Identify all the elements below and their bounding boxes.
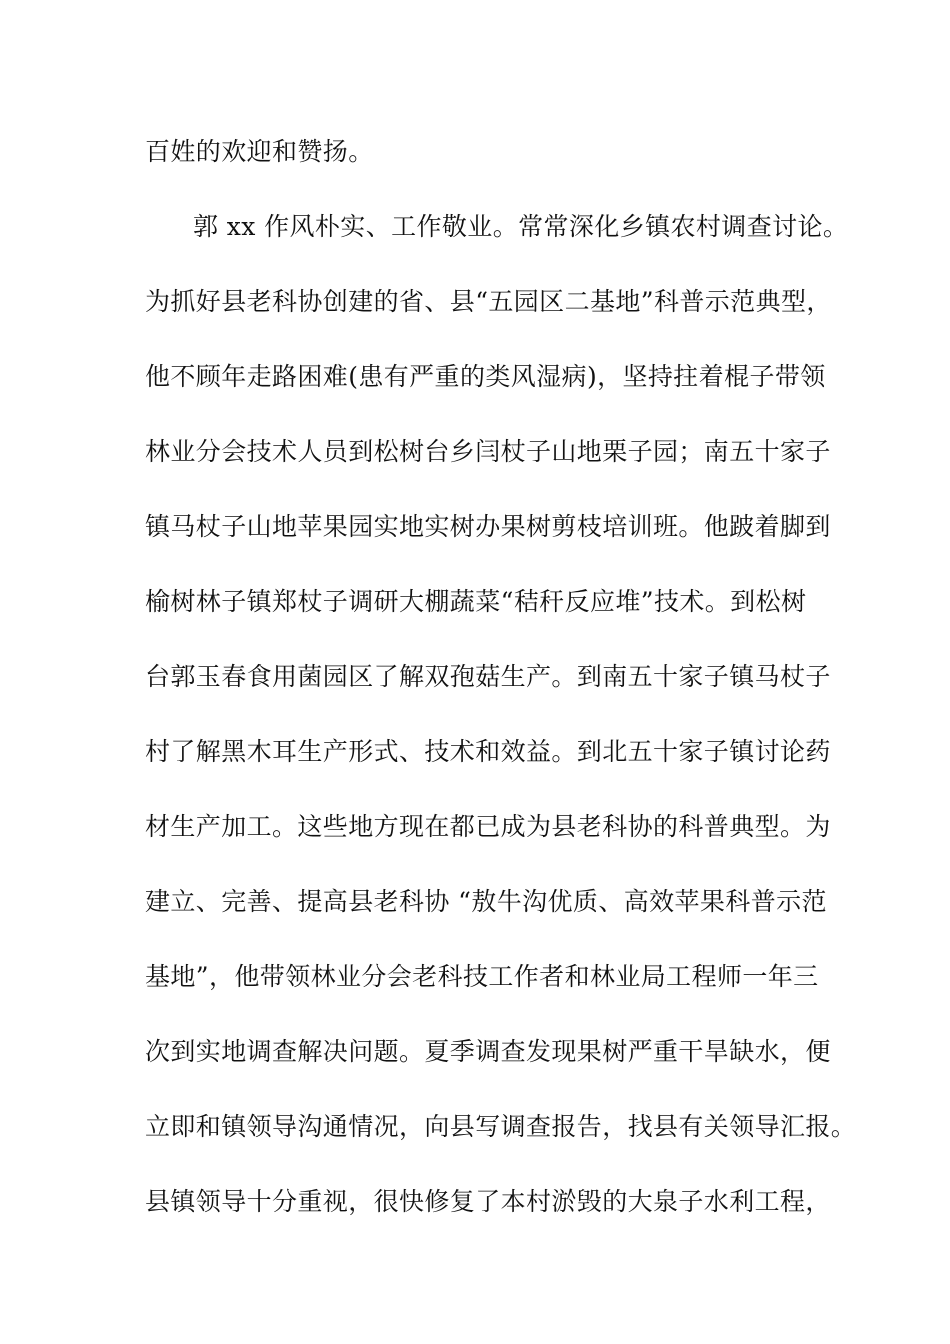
text-line: 台郭玉春食用菌园区了解双孢菇生产。到南五十家子镇马杖子 xyxy=(145,662,831,691)
text-line: 为抓好县老科协创建的省、县“五园区二基地”科普示范典型， xyxy=(145,287,832,316)
text-line: 百姓的欢迎和赞扬。 xyxy=(145,137,374,166)
text-line: 基地”，他带领林业分会老科技工作者和林业局工程师一年三 xyxy=(145,962,819,991)
text-line: 林业分会技术人员到松树台乡闫杖子山地栗子园；南五十家子 xyxy=(145,437,831,466)
text-line: 建立、完善、提高县老科协 “敖牛沟优质、高效苹果科普示范 xyxy=(145,887,827,916)
text-line: 次到实地调查解决问题。夏季调查发现果树严重干旱缺水，便 xyxy=(145,1037,831,1066)
text-line: 材生产加工。这些地方现在都已成为县老科协的科普典型。为 xyxy=(145,812,831,841)
text-line: 郭 xx 作风朴实、工作敬业。常常深化乡镇农村调查讨论。 xyxy=(193,212,849,241)
text-line: 他不顾年走路困难(患有严重的类风湿病)，坚持拄着棍子带领 xyxy=(145,362,826,391)
text-line: 榆树林子镇郑杖子调研大棚蔬菜“秸秆反应堆”技术。到松树 xyxy=(145,587,807,616)
text-line: 村了解黑木耳生产形式、技术和效益。到北五十家子镇讨论药 xyxy=(145,737,831,766)
text-line: 镇马杖子山地苹果园实地实树办果树剪枝培训班。他跛着脚到 xyxy=(145,512,831,541)
text-line: 立即和镇领导沟通情况，向县写调查报告，找县有关领导汇报。 xyxy=(145,1112,857,1141)
text-line: 县镇领导十分重视，很快修复了本村淤毁的大泉子水利工程， xyxy=(145,1187,831,1216)
